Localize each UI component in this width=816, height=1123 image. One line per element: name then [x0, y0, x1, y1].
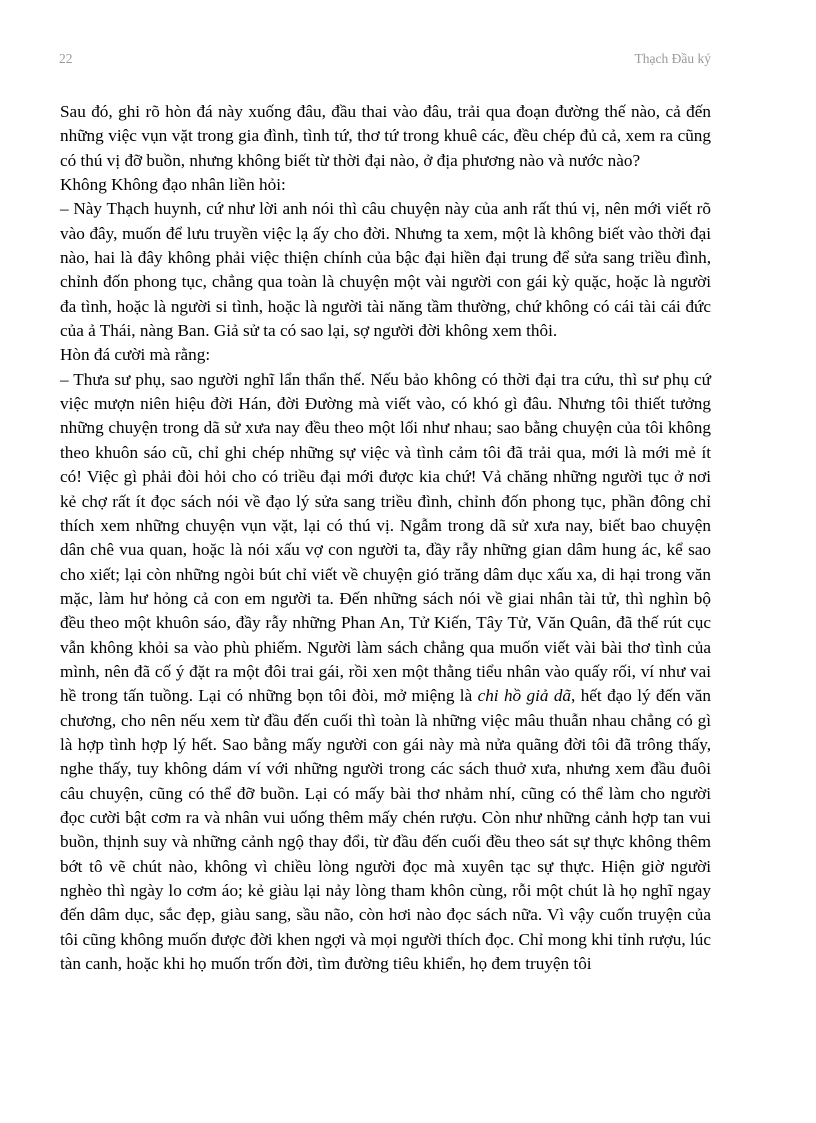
stone-speech-italic-phrase: chi hồ giả dã	[477, 686, 572, 706]
stone-speech-part-2: , hết đạo lý đến văn chương, cho nên nếu xem từ đầu đến cuối thì toàn là những việc mâu thuẫn nhau chẳng có gì là hợp tình hợp lý hết. Sao bằng mấy người con gái này mà nửa quãng đời tôi đã trông thấy, nghe thấy, tuy không dám ví với những người trong các sách thuở xưa, nhưng xem đầu đuôi câu chuyện, cũng có thể đỡ buồn. Lại có mấy bài thơ nhảm nhí, cũng có thể làm cho người đọc cười bật cơm ra và nhân vui uống thêm mấy chén rượu. Còn như những cảnh hợp tan vui buồn, thịnh suy và những cảnh ngộ thay đổi, từ đầu đến cuối đều theo sát sự thực không thêm bớt tô vẽ chút nào, không vì chiều lòng người đọc mà xuyên tạc sự thực. Hiện giờ người nghèo thì ngày lo cơm áo; kẻ giàu lại nảy lòng tham khôn cùng, rỗi một chút là họ nghĩ ngay đến dâm dục, sắc đẹp, giàu sang, sầu não, còn hơi nào đọc sách nữa. Vì vậy cuốn truyện của tôi cũng không muốn được đời khen ngợi và mọi người thích đọc. Chỉ mong khi tỉnh rượu, lúc tàn canh, hoặc khi họ muốn trốn đời, tìm đường tiêu khiển, họ đem truyện tôi	[60, 686, 711, 974]
paragraph-stone-lead: Hòn đá cười mà rằng:	[60, 345, 211, 365]
running-title: Thạch Đầu ký	[634, 51, 711, 66]
page-number: 22	[59, 51, 73, 66]
body-text	[60, 100, 711, 976]
paragraph-stone-speech	[60, 368, 711, 977]
paragraph-dialogue-lead: Không Không đạo nhân liền hỏi:	[60, 175, 286, 195]
stone-speech-part-1: – Thưa sư phụ, sao người nghĩ lẩn thẩn thế. Nếu bảo không có thời đại tra cứu, thì sư phụ cứ việc mượn niên hiệu đời Hán, đời Đường mà viết vào, có khó gì đâu. Nhưng tôi thiết tưởng những chuyện trong dã sử xưa nay đều theo một lối như nhau; sao bằng chuyện của tôi không theo khuôn sáo cũ, chỉ ghi chép những sự việc và tình cảm tôi đã trải qua, mới là mới mẻ ít có! Việc gì phải đòi hỏi cho có triều đại mới được kia chứ! Vả chăng những người tục ở nơi kẻ chợ rất ít đọc sách nói về đạo lý sửa sang triều đình, chỉnh đốn phong tục, phần đông chỉ thích xem những chuyện vụn vặt, lại có thú vị. Ngẫm trong dã sử xưa nay, biết bao chuyện dân chê vua quan, hoặc là nói xấu vợ con người ta, đầy rẫy những gian dâm hung ác, kể sao cho xiết; lại còn những ngòi bút chỉ viết về chuyện gió trăng dâm dục xấu xa, di hại trong văn mặc, làm hư hỏng cả con em người ta. Đến những sách nói về giai nhân tài tử, thì nghìn bộ đều theo một khuôn sáo, đầy rẫy những Phan An, Tử Kiến, Tây Tử, Văn Quân, đã thế rút cục vẫn không khỏi sa vào phù phiếm. Người làm sách chẳng qua muốn viết vài bài thơ tình của mình, nên đã cố ý đặt ra một đôi trai gái, rồi xen một thằng tiểu nhân vào quấy rối, ví như vai hề trong tấn tuồng. Lại có những bọn tôi đòi, mở miệng là	[60, 369, 711, 706]
paragraph-taoist-speech: – Này Thạch huynh, cứ như lời anh nói thì câu chuyện này của anh rất thú vị, nên mới viết rõ vào đây, muốn để lưu truyền việc lạ ấy cho đời. Nhưng ta xem, một là không biết vào thời đại nào, hai là đây không phải việc thiện chính của bậc đại hiền đại trung để sửa sang triều đình, chỉnh đốn phong tục, chẳng qua toàn là chuyện một vài người con gái kỳ quặc, hoặc là người đa tình, hoặc là người si tình, hoặc là người tài năng tầm thường, chứ không có cái tài cái đức của ả Thái, nàng Ban. Giả sử ta có sao lại, sợ người đời không xem thôi.	[60, 199, 711, 341]
page-header	[59, 51, 711, 71]
paragraph-intro: Sau đó, ghi rõ hòn đá này xuống đâu, đầu thai vào đâu, trải qua đoạn đường thế nào, cả đến những việc vụn vặt trong gia đình, tình tứ, thơ tứ trong khuê các, đều chép đủ cả, xem ra cũng có thú vị đỡ buồn, nhưng không biết từ thời đại nào, ở địa phương nào và nước nào?	[60, 102, 711, 170]
